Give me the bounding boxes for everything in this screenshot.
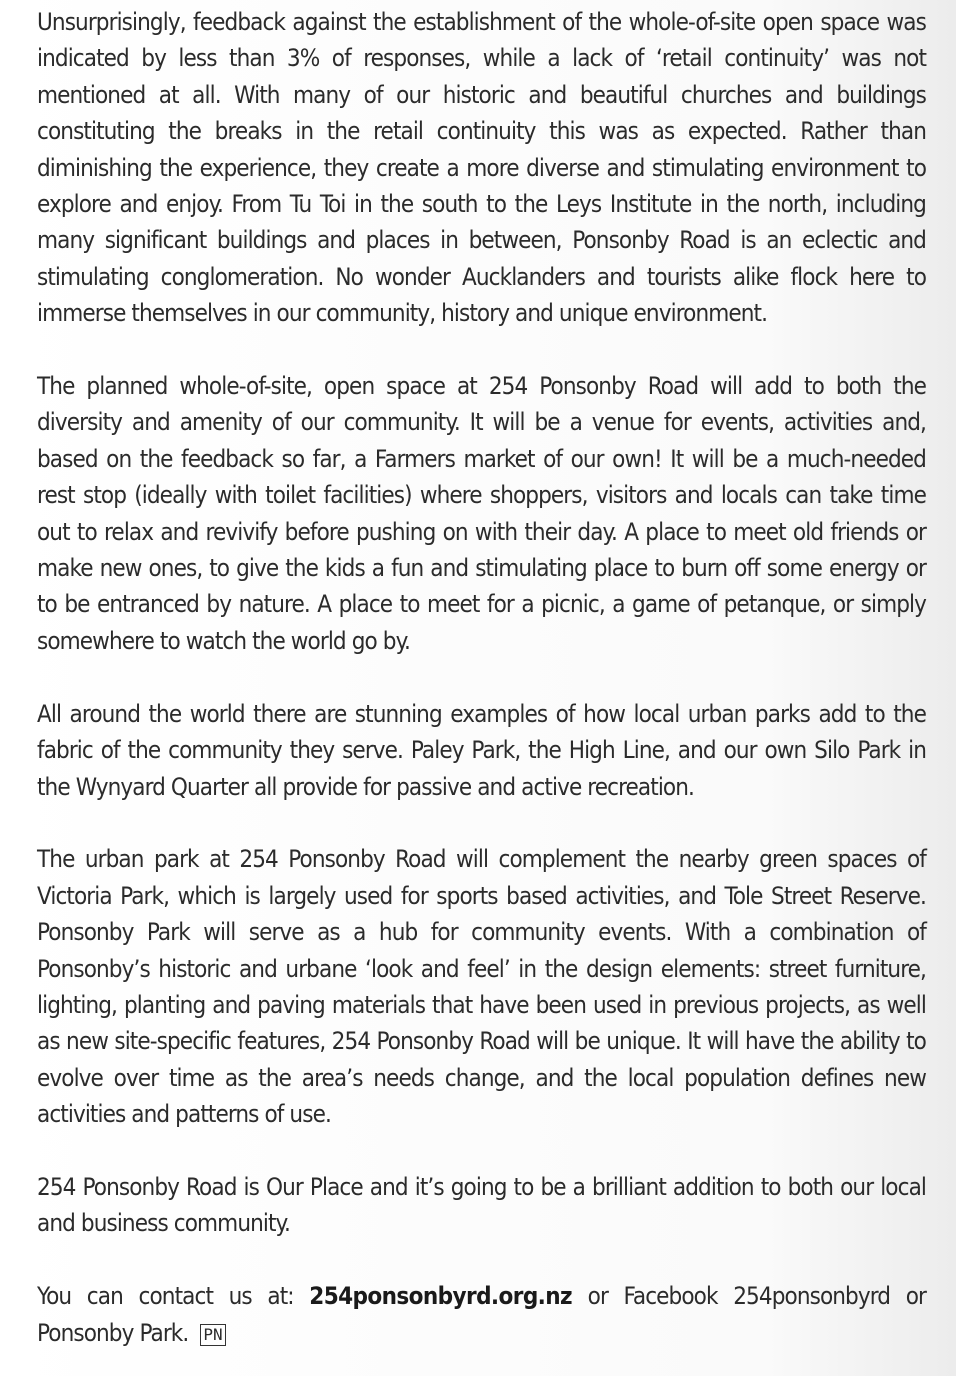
end-mark-logo: PN (200, 1324, 225, 1346)
paragraph-contact (37, 1278, 926, 1351)
paragraph-our-place: 254 Ponsonby Road is Our Place and it’s going to be a brilliant addition to both our local and business community. (37, 1172, 926, 1238)
paragraph-planned-open-space: The planned whole-of-site, open space at 254 Ponsonby Road will add to both the diversity and amenity of our community. It will be a venue for events, activities and, based on the feedback so far, a Farmers market of our own! It will be a much-needed rest stop (ideally with toilet facilities) where shoppers, visitors and locals can take time out to relax and revivify before pushing on with their day. A place to meet old friends or make new ones, to give the kids a fun and stimulating place to burn off some energy or to be entranced by nature. A place to meet for a picnic, a game of petanque, or simply somewhere to watch the world go by. (37, 372, 926, 655)
website-link[interactable]: 254ponsonbyrd.org.nz (309, 1282, 573, 1311)
paragraph-urban-park-complement: The urban park at 254 Ponsonby Road will complement the nearby green spaces of Victoria Park, which is largely used for sports based activities, and Tole Street Reserve. Ponsonby Park will serve as a hub for community events. With a combination of Ponsonby’s historic and urbane ‘look and feel’ in the design elements: street furniture, lighting, planting and paving materials that have been used in previous projects, as well as new site-specific features, 254 Ponsonby Road will be unique. It will have the ability to evolve over time as the area’s needs change, and the local population defines new activities and patterns of use. (37, 845, 926, 1129)
paragraph-retail-continuity: Unsurprisingly, feedback against the establishment of the whole-of-site open space was indicated by less than 3% of responses, while a lack of ‘retail continuity’ was not mentioned at all. With many of our historic and beautiful churches and buildings constituting the breaks in the retail continuity this was as expected. Rather than diminishing the experience, they create a more diverse and stimulating environment to explore and enjoy. From Tu Toi in the south to the Leys Institute in the north, including many significant buildings and places in between, Ponsonby Road is an eclectic and stimulating conglomeration. No wonder Aucklanders and tourists alike flock here to immerse themselves in our community, history and unique environment. (37, 8, 926, 328)
contact-suffix: or Facebook 254ponsonbyrd or Ponsonby Park. (37, 1282, 926, 1347)
paragraph-urban-parks-examples: All around the world there are stunning examples of how local urban parks add to the fabric of the community they serve. Paley Park, the High Line, and our own Silo Park in the Wynyard Quarter all provide for passive and active recreation. (37, 699, 926, 801)
contact-prefix: You can contact us at: (37, 1282, 310, 1311)
